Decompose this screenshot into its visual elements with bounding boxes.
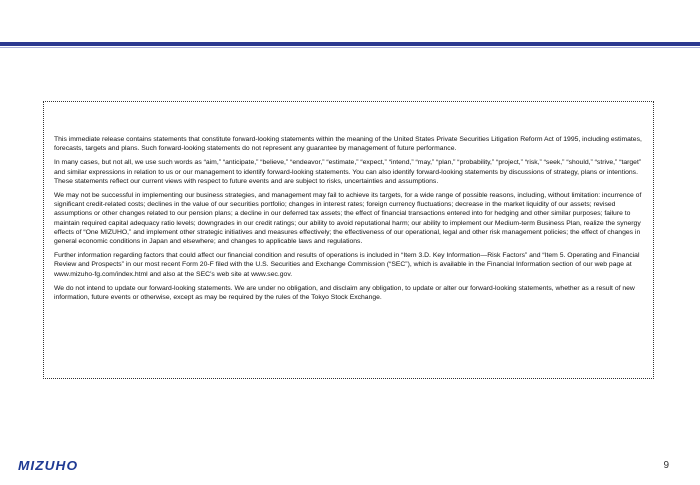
- header-accent-bar: [0, 42, 700, 46]
- mizuho-logo: MIZUHO: [18, 458, 79, 473]
- page-number: 9: [663, 460, 669, 471]
- header-hairline: [0, 47, 700, 48]
- disclaimer-paragraph-3: We may not be successful in implementing our business strategies, and management may fail to achieve its targets, for a wide range of possible reasons, including, without limitation: incurrence of significant credit-related costs; declines in the value of our securities portfolio; changes in interest rates; foreign currency fluctuations; decrease in the market liquidity of our assets; revised assumptions or other changes related to our pension plans; a decline in our deferred tax assets; the effect of financial transactions entered into for hedging and other similar purposes; failure to maintain required capital adequacy ratio levels; downgrades in our credit ratings; our ability to avoid reputational harm; our ability to implement our Medium-term Business Plan, realize the synergy effects of “One MIZUHO,” and implement other strategic initiatives and measures effectively; the effectiveness of our operational, legal and other risk management policies; the effect of changes in general economic conditions in Japan and elsewhere; and changes to applicable laws and regulations.: [54, 192, 642, 246]
- disclaimer-paragraph-5: We do not intend to update our forward-looking statements. We are under no obligation, and disclaim any obligation, to update or alter our forward-looking statements, whether as a result of new information, future events or otherwise, except as may be required by the rules of the Tokyo Stock Exchange.: [54, 284, 635, 302]
- disclaimer-paragraph-1: This immediate release contains statements that constitute forward-looking statements within the meaning of the United States Private Securities Litigation Reform Act of 1995, including estimates, forecasts, targets and plans. Such forward-looking statements do not represent any guarantee by management of future performance.: [54, 136, 642, 153]
- disclaimer-paragraph-4: Further information regarding factors that could affect our financial condition and results of operations is included in “Item 3.D. Key Information—Risk Factors” and “Item 5. Operating and Financial Review and Prospects” in our most recent Form 20-F filed with the U.S. Securities and Exchange Commission (“SEC”), which is available in the Financial Information section of our web page at www.mizuho-fg.com/index.html and also at the SEC’s web site at www.sec.gov.: [54, 252, 640, 278]
- forward-looking-statements-box: [43, 101, 654, 379]
- disclaimer-paragraph-2: In many cases, but not all, we use such words as “aim,” “anticipate,” “believe,” “endeavor,” “estimate,” “expect,” “intend,” “may,” “plan,” “probability,” “project,” “risk,” “seek,” “should,” “strive,” “target” and similar expressions in relation to us or our management to identify forward-looking statements. You can also identify forward-looking statements by discussions of strategy, plans or intentions. These statements reflect our current views with respect to future events and are subject to risks, uncertainties and assumptions.: [54, 159, 642, 185]
